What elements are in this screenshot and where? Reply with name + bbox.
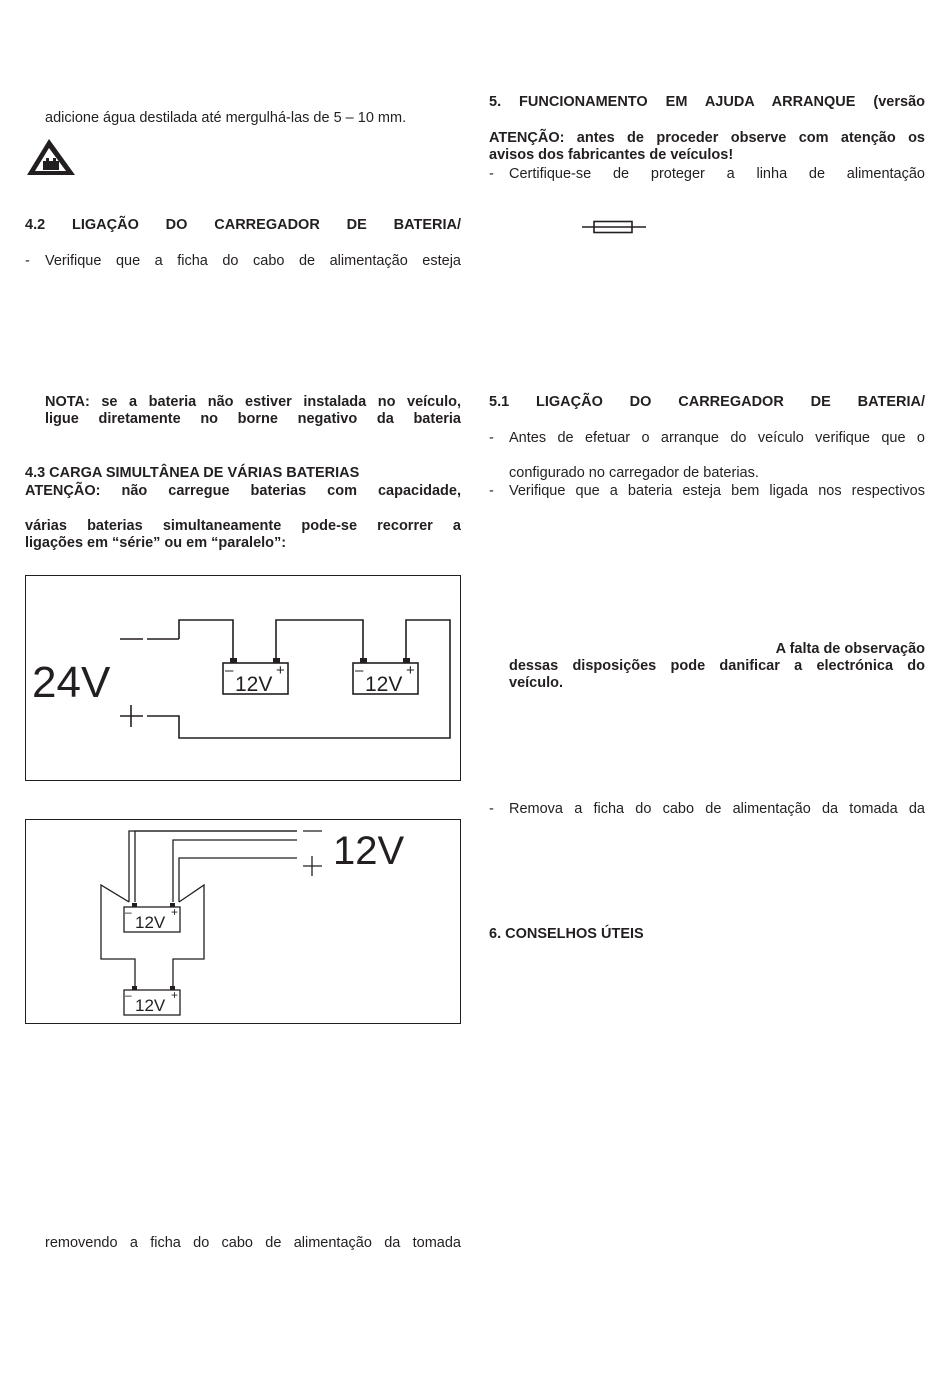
note-line-1: NOTA: se a bateria não estiver instalada no veículo,	[45, 394, 461, 410]
parallel-battery-2-label: 12V	[135, 996, 166, 1015]
section-5-1-heading: 5.1 LIGAÇÃO DO CARREGADOR DE BATERIA/	[489, 394, 925, 410]
parallel-connection-diagram	[25, 819, 461, 1024]
section-4-2-heading: 4.2 LIGAÇÃO DO CARREGADOR DE BATERIA/	[25, 217, 461, 233]
series-voltage-label: 24V	[32, 658, 111, 707]
remove-plug-text: Remova a ficha do cabo de alimentação da tomada da	[509, 801, 925, 817]
attention-manufacturers-line-1: ATENÇÃO: antes de proceder observe com atenção os	[489, 130, 925, 146]
water-level-text: adicione água destilada até mergulhá-las de 5 – 10 mm.	[45, 110, 407, 126]
battery-1-plus: +	[276, 662, 285, 679]
warning-line-1: A falta de observação	[775, 641, 925, 657]
parallel-voltage-label: 12V	[333, 829, 405, 873]
series-wiring	[26, 576, 462, 782]
removing-plug-text: removendo a ficha do cabo de alimentação da tomada	[45, 1235, 461, 1251]
attention-capacity-text: ATENÇÃO: não carregue baterias com capacidade,	[25, 483, 461, 499]
section-4-3-heading: 4.3 CARGA SIMULTÂNEA DE VÁRIAS BATERIAS	[25, 465, 360, 481]
parallel-battery-1-minus: –	[125, 905, 132, 919]
multi-battery-line-1: várias baterias simultaneamente pode-se recorrer a	[25, 518, 461, 534]
bullet-dash: -	[489, 430, 494, 446]
note-line-2: ligue diretamente no borne negativo da bateria	[45, 411, 461, 427]
battery-acid-warning-icon	[25, 137, 77, 177]
bullet-dash: -	[25, 253, 30, 269]
battery-2-plus: +	[406, 662, 415, 679]
parallel-battery-1-plus: +	[171, 905, 179, 919]
attention-manufacturers-line-2: avisos dos fabricantes de veículos!	[489, 147, 734, 163]
warning-line-2: dessas disposições pode danificar a electrónica do	[509, 658, 925, 674]
bullet-dash: -	[489, 166, 494, 182]
verify-battery-text: Verifique que a bateria esteja bem ligada nos respectivos	[509, 483, 925, 499]
battery-2-label: 12V	[365, 673, 403, 696]
parallel-battery-1-label: 12V	[135, 913, 166, 932]
section-6-heading: 6. CONSELHOS ÚTEIS	[489, 926, 644, 942]
battery-1-minus: –	[225, 662, 234, 679]
verify-plug-text: Verifique que a ficha do cabo de alimentação esteja	[45, 253, 461, 269]
series-connection-diagram	[25, 575, 461, 781]
parallel-battery-2-plus: +	[171, 988, 179, 1002]
parallel-battery-2-minus: –	[125, 988, 132, 1002]
multi-battery-line-2: ligações em “série” ou em “paralelo”:	[25, 535, 287, 551]
bullet-dash: -	[489, 483, 494, 499]
before-start-text: Antes de efetuar o arranque do veículo verifique que o	[509, 430, 925, 446]
section-5-heading: 5. FUNCIONAMENTO EM AJUDA ARRANQUE (versão	[489, 94, 925, 110]
battery-2-minus: –	[355, 662, 364, 679]
bullet-dash: -	[489, 801, 494, 817]
fuse-icon	[582, 220, 646, 234]
parallel-wiring	[26, 820, 462, 1025]
battery-1-label: 12V	[235, 673, 273, 696]
warning-line-3: veículo.	[509, 675, 563, 691]
protect-line-text: Certifique-se de proteger a linha de alimentação	[509, 166, 925, 182]
configured-text: configurado no carregador de baterias.	[509, 465, 759, 481]
